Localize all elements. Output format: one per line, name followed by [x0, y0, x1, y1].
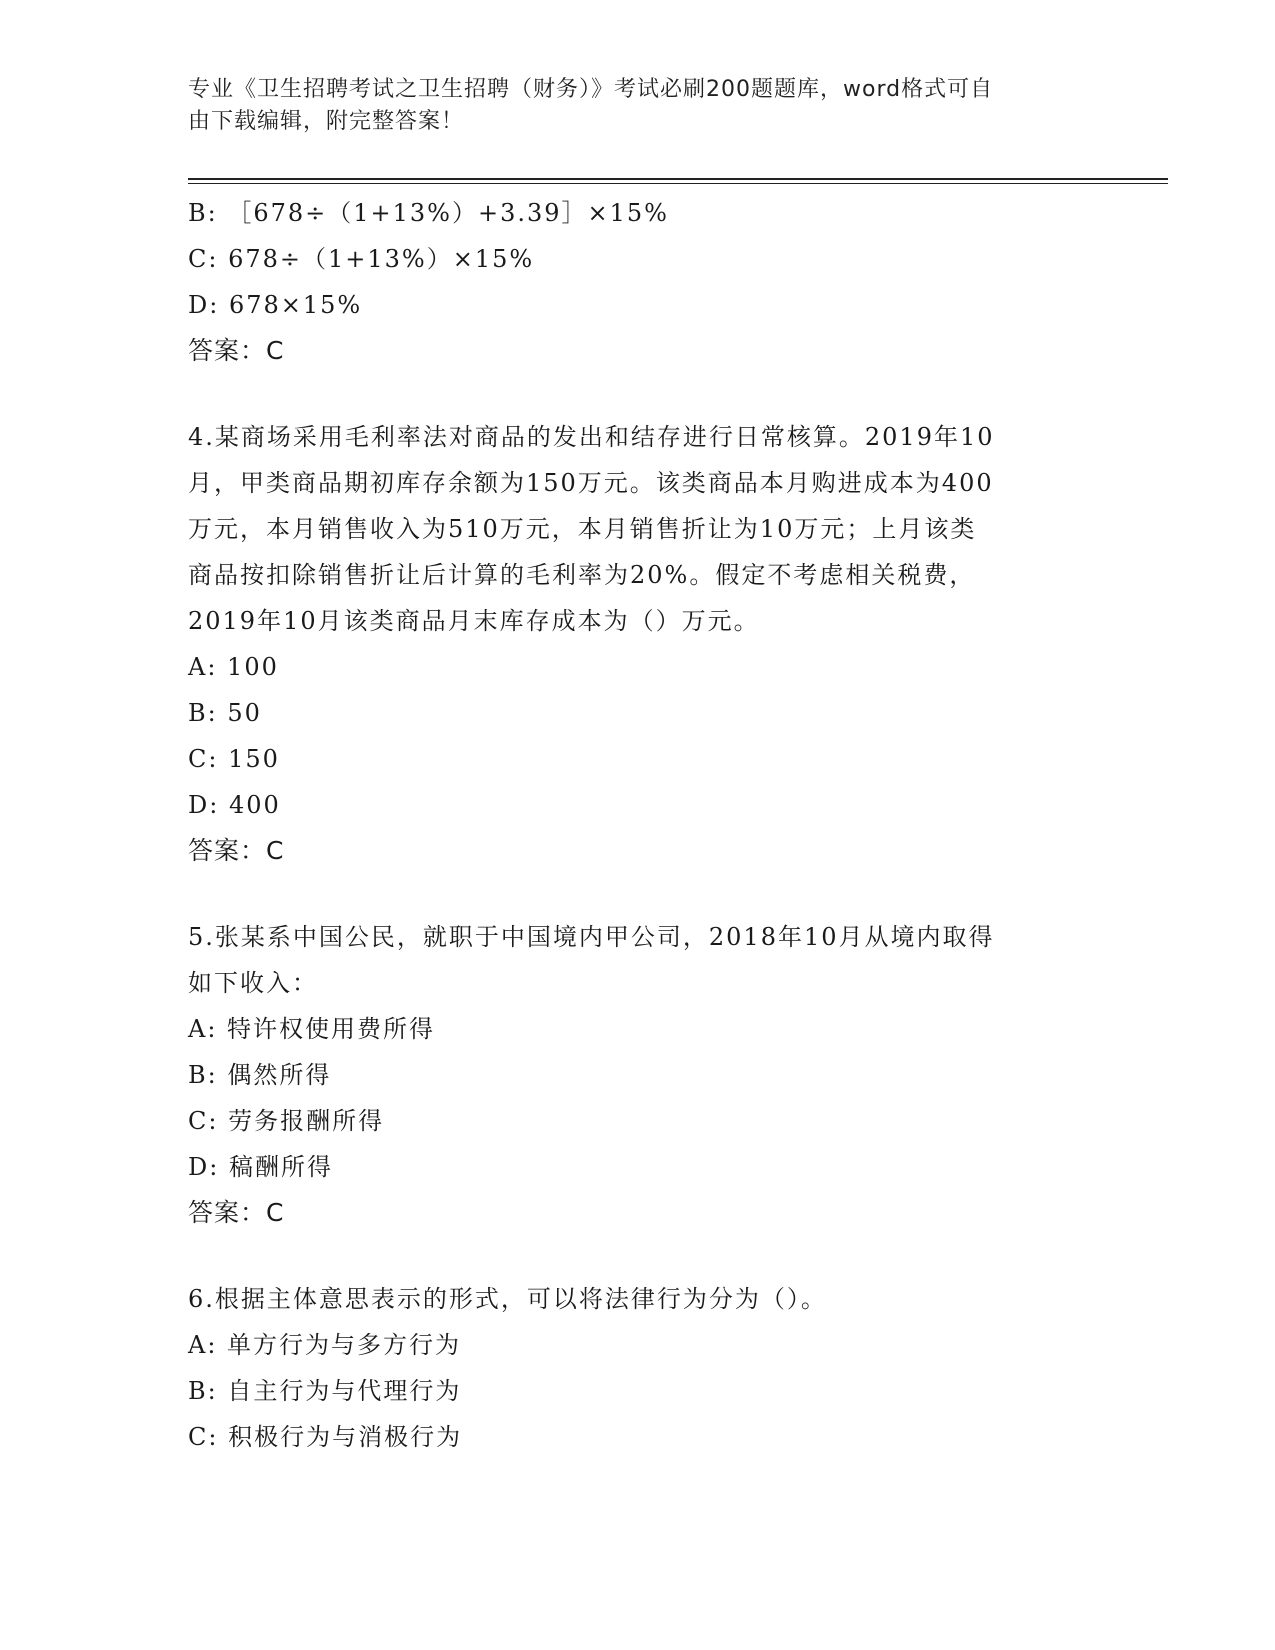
question-4 — [188, 414, 1088, 874]
header-rule-thin — [188, 183, 1168, 184]
option-b: B: 偶然所得 — [188, 1061, 332, 1089]
option-b: B: 50 — [188, 699, 262, 727]
question-stem-line: 月，甲类商品期初库存余额为150万元。该类商品本月购进成本为400 — [188, 469, 994, 497]
option-c: C: 150 — [188, 745, 280, 773]
question-stem-line: 万元，本月销售收入为510万元，本月销售折让为10万元；上月该类 — [188, 515, 977, 543]
option-d: D: 400 — [188, 791, 281, 819]
question-stem-line: 2019年10月该类商品月末库存成本为（）万元。 — [188, 607, 760, 635]
question-stem-line: 6.根据主体意思表示的形式，可以将法律行为分为（）。 — [188, 1285, 827, 1313]
question-3 — [188, 190, 1088, 374]
option-d: D: 稿酬所得 — [188, 1153, 333, 1181]
question-stem-line: 商品按扣除销售折让后计算的毛利率为20%。假定不考虑相关税费， — [188, 561, 976, 589]
header-rule — [188, 178, 1168, 180]
option-c: C: 积极行为与消极行为 — [188, 1423, 463, 1451]
option-b: B: ［678÷（1+13%）+3.39］×15% — [188, 199, 669, 227]
question-6 — [188, 1276, 1088, 1460]
option-c: C: 劳务报酬所得 — [188, 1107, 385, 1135]
question-5 — [188, 914, 1088, 1236]
header-line-1: 专业《卫生招聘考试之卫生招聘（财务）》考试必刷200题题库，word格式可自 — [188, 77, 994, 102]
question-stem-line: 如下收入： — [188, 969, 318, 997]
document-header — [188, 74, 1088, 138]
question-stem-line: 4.某商场采用毛利率法对商品的发出和结存进行日常核算。2019年10 — [188, 423, 995, 451]
answer: 答案：C — [188, 836, 285, 865]
answer: 答案：C — [188, 336, 285, 365]
question-stem-line: 5.张某系中国公民，就职于中国境内甲公司，2018年10月从境内取得 — [188, 923, 995, 951]
option-d: D: 678×15% — [188, 291, 363, 319]
option-b: B: 自主行为与代理行为 — [188, 1377, 462, 1405]
answer: 答案：C — [188, 1198, 285, 1227]
option-c: C: 678÷（1+13%）×15% — [188, 245, 535, 273]
header-line-2: 由下载编辑，附完整答案！ — [188, 109, 465, 134]
option-a: A: 100 — [188, 653, 279, 681]
option-a: A: 单方行为与多方行为 — [188, 1331, 462, 1359]
question-content — [188, 190, 1088, 1460]
option-a: A: 特许权使用费所得 — [188, 1015, 436, 1043]
